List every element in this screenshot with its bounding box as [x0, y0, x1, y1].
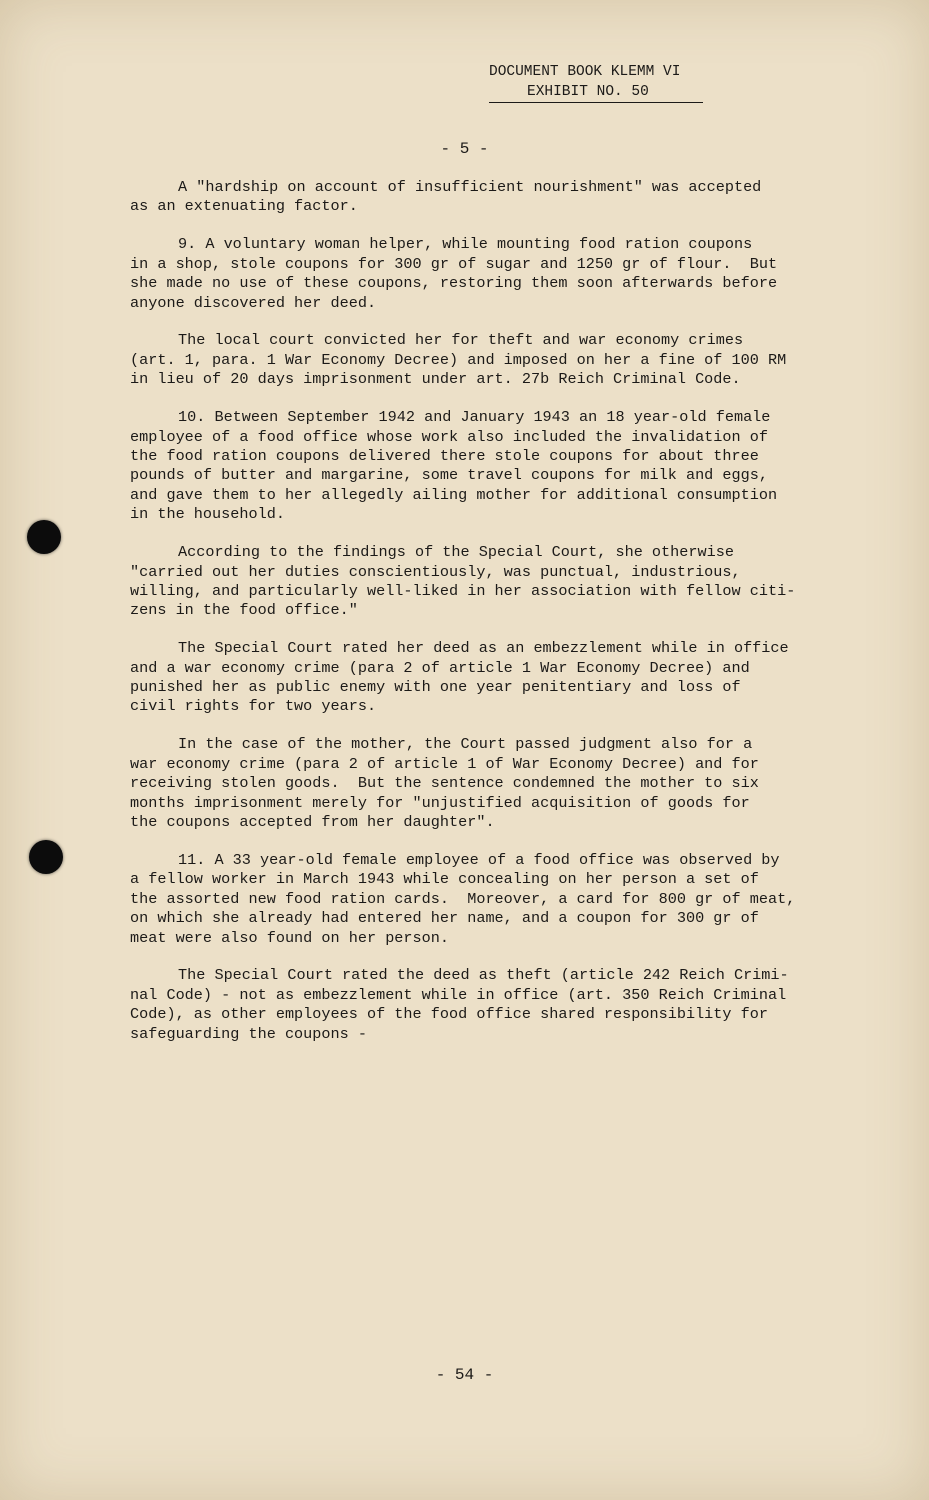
text-line: "carried out her duties conscientiously, was punctual, industrious,	[130, 562, 741, 581]
text-line: and gave them to her allegedly ailing mother for additional consumption	[130, 485, 778, 504]
paragraph	[130, 735, 850, 832]
text-line: pounds of butter and margarine, some travel coupons for milk and eggs,	[130, 466, 768, 485]
body-text	[130, 178, 850, 1063]
text-line: willing, and particularly well-liked in her association with fellow citi-	[130, 581, 796, 600]
text-line: war economy crime (para 2 of article 1 of War Economy Decree) and for	[130, 754, 759, 773]
text-line: and a war economy crime (para 2 of article 1 War Economy Decree) and	[130, 658, 750, 677]
paragraph	[130, 851, 850, 948]
paragraph	[130, 543, 850, 621]
text-line: nal Code) - not as embezzlement while in office (art. 350 Reich Criminal	[130, 985, 787, 1004]
text-line: safeguarding the coupons -	[130, 1024, 367, 1043]
top-page-number: - 5 -	[440, 140, 489, 158]
text-line: she made no use of these coupons, restoring them soon afterwards before	[130, 274, 778, 293]
text-line: meat were also found on her person.	[130, 928, 449, 947]
exhibit-number: EXHIBIT NO. 50	[489, 82, 703, 103]
text-line: Code), as other employees of the food office shared responsibility for	[130, 1005, 768, 1024]
text-line: in a shop, stole coupons for 300 gr of sugar and 1250 gr of flour. But	[130, 254, 778, 273]
text-line: 9. A voluntary woman helper, while mounting food ration coupons	[178, 235, 753, 254]
text-line: on which she already had entered her name, and a coupon for 300 gr of	[130, 909, 759, 928]
paragraph	[130, 639, 850, 717]
text-line: in the household.	[130, 505, 285, 524]
paragraph	[130, 408, 850, 524]
document-book-title: DOCUMENT BOOK KLEMM VI	[489, 64, 681, 80]
text-line: In the case of the mother, the Court passed judgment also for a	[178, 735, 753, 754]
text-line: months imprisonment merely for "unjustified acquisition of goods for	[130, 793, 750, 812]
text-line: The Special Court rated the deed as theft (article 242 Reich Crimi-	[178, 966, 789, 985]
punch-hole	[29, 840, 63, 874]
paragraph	[130, 966, 850, 1044]
text-line: employee of a food office whose work also included the invalidation of	[130, 427, 768, 446]
text-line: (art. 1, para. 1 War Economy Decree) and imposed on her a fine of 100 RM	[130, 350, 787, 369]
bottom-page-number: - 54 -	[435, 1366, 494, 1384]
text-line: According to the findings of the Special Court, she otherwise	[178, 543, 734, 562]
punch-hole	[27, 520, 61, 554]
paragraph	[130, 178, 850, 217]
text-line: 11. A 33 year-old female employee of a food office was observed by	[178, 850, 780, 869]
text-line: the assorted new food ration cards. Moreover, a card for 800 gr of meat,	[130, 889, 796, 908]
text-line: the food ration coupons delivered there stole coupons for about three	[130, 446, 759, 465]
text-line: punished her as public enemy with one year penitentiary and loss of	[130, 678, 741, 697]
text-line: The Special Court rated her deed as an embezzlement while in office	[178, 639, 789, 658]
text-line: A "hardship on account of insufficient nourishment" was accepted	[178, 178, 762, 196]
paragraph	[130, 235, 850, 313]
document-header	[489, 62, 703, 103]
text-line: civil rights for two years.	[130, 697, 377, 716]
text-line: 10. Between September 1942 and January 1943 an 18 year-old female	[178, 408, 771, 427]
text-line: anyone discovered her deed.	[130, 293, 377, 312]
text-line: receiving stolen goods. But the sentence condemned the mother to six	[130, 774, 759, 793]
text-line: The local court convicted her for theft and war economy crimes	[178, 331, 744, 350]
text-line: a fellow worker in March 1943 while concealing on her person a set of	[130, 870, 759, 889]
text-line: zens in the food office."	[130, 601, 358, 620]
text-line: as an extenuating factor.	[130, 197, 358, 216]
text-line: in lieu of 20 days imprisonment under art. 27b Reich Criminal Code.	[130, 370, 741, 389]
text-line: the coupons accepted from her daughter".	[130, 812, 495, 831]
paragraph	[130, 331, 850, 389]
